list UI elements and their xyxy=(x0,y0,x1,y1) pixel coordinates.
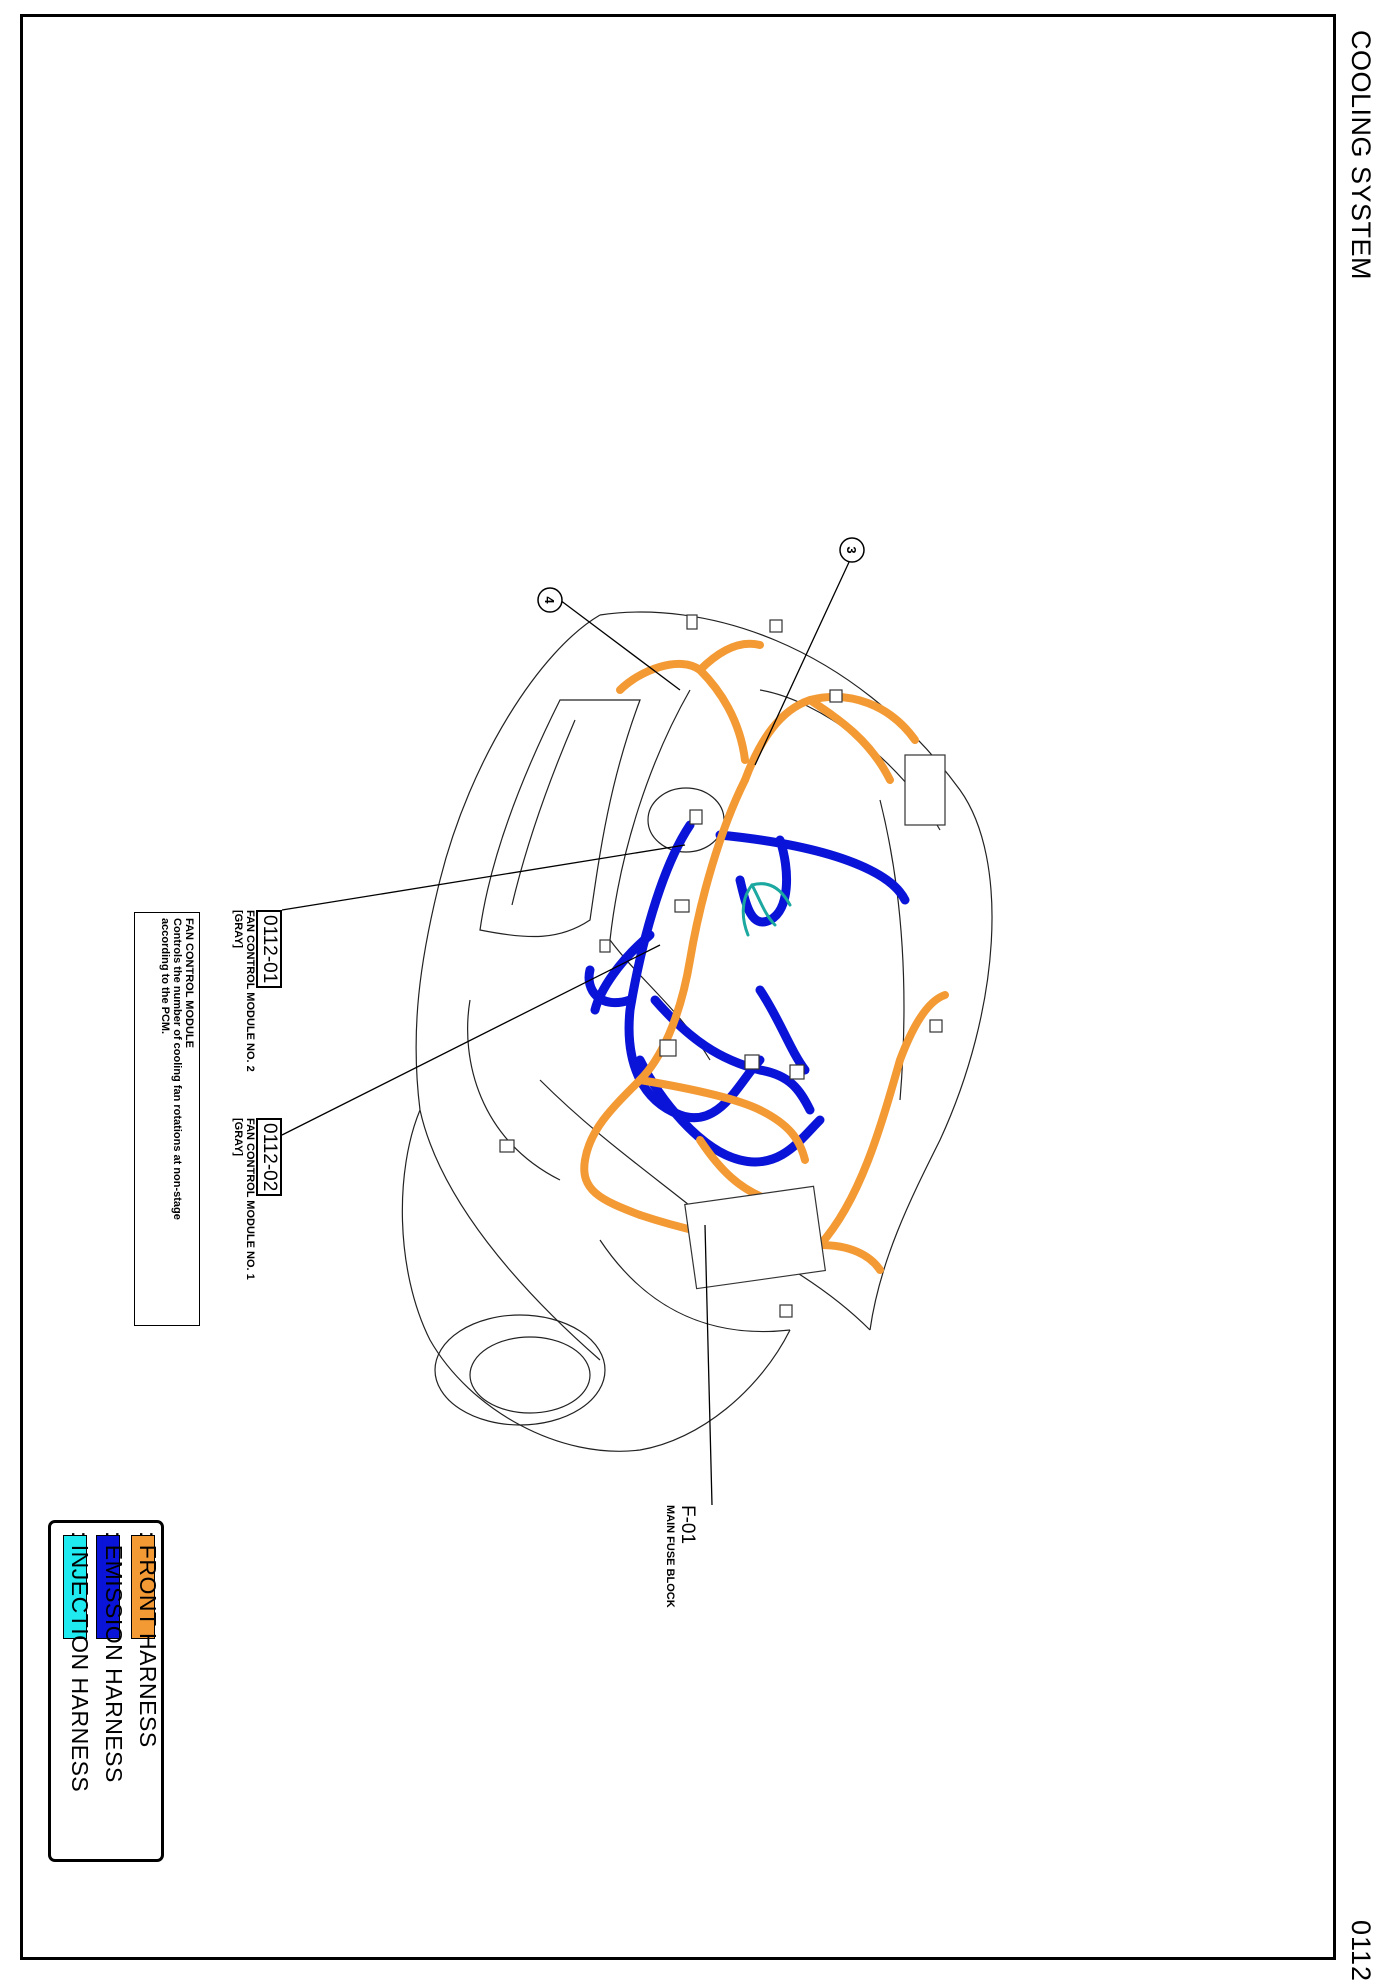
note-heading: FAN CONTROL MODULE xyxy=(183,918,195,1048)
emission-harness xyxy=(589,825,905,1162)
legend-front-harness: : FRONT HARNESS xyxy=(135,1531,161,1748)
page-title: COOLING SYSTEM xyxy=(1346,30,1376,281)
legend-injection-harness: : INJECTION HARNESS xyxy=(67,1531,93,1793)
leader-lines xyxy=(282,560,850,1505)
callout-code: F-01 xyxy=(677,1505,698,1545)
callout-name: MAIN FUSE BLOCK xyxy=(664,1505,676,1608)
legend-emission-harness: : EMISSION HARNESS xyxy=(101,1531,127,1783)
connectors xyxy=(500,615,945,1317)
note-line-1: Controls the number of cooling fan rotations at non-stage xyxy=(171,918,183,1220)
callout-code: 0112-02 xyxy=(256,1118,282,1196)
callout-f-01[interactable] xyxy=(664,1505,698,1608)
vehicle-outline xyxy=(402,612,992,1451)
callout-name: FAN CONTROL MODULE NO. 2 xyxy=(244,910,256,1072)
callout-name: FAN CONTROL MODULE NO. 1 xyxy=(244,1118,256,1280)
page-number: 0112 xyxy=(1346,1920,1376,1982)
callout-code: 0112-01 xyxy=(256,910,282,988)
callout-0112-01[interactable] xyxy=(232,910,282,1072)
callout-color: [GRAY] xyxy=(232,910,244,949)
callout-0112-02[interactable] xyxy=(232,1118,282,1280)
note-line-2: according to the PCM. xyxy=(159,918,171,1035)
view-marker-4-label: 4 xyxy=(542,596,557,604)
harness-legend xyxy=(48,1520,164,1862)
callout-color: [GRAY] xyxy=(232,1118,244,1157)
view-markers xyxy=(538,538,864,612)
view-marker-3-label: 3 xyxy=(844,546,859,554)
fan-control-module-note xyxy=(134,912,200,1326)
